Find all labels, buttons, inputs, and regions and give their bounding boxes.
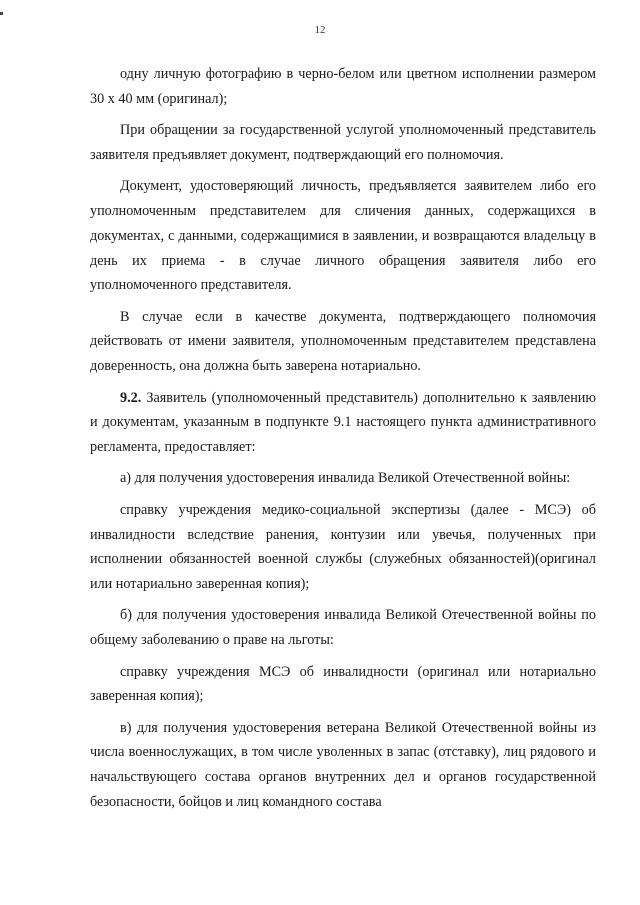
paragraph-item-v: в) для получения удостоверения ветерана Великой Отечественной войны из числа военнослужащих, в том числе уволенных в запас (отставку), лиц рядового и начальствующего состава органов внутренних дел и органов государственной безопасности, бойцов и лиц командного состава	[90, 719, 596, 811]
page-number: 12	[314, 24, 326, 36]
scan-edge-mark	[0, 12, 3, 15]
document-body	[90, 62, 596, 821]
paragraph-9-2	[90, 386, 596, 460]
clause-number: 9.2.	[120, 389, 142, 406]
paragraph-photo: одну личную фотографию в черно-белом или цветном исполнении размером 30 х 40 мм (оригинал);	[90, 66, 596, 107]
paragraph-item-b: б) для получения удостоверения инвалида Великой Отечественной войны по общему заболеванию о праве на льготы:	[90, 607, 596, 649]
paragraph-mse-disability: справку учреждения МСЭ об инвалидности (оригинал или нотариально заверенная копия);	[90, 663, 596, 705]
paragraph-power-of-attorney: В случае если в качестве документа, подтверждающего полномочия действовать от имени заявителя, уполномоченным представителем представлена доверенность, она должна быть заверена нотариально.	[90, 308, 596, 375]
paragraph-representative: При обращении за государственной услугой уполномоченный представитель заявителя предъявляет документ, подтверждающий его полномочия.	[90, 122, 596, 163]
paragraph-item-a: а) для получения удостоверения инвалида Великой Отечественной войны:	[120, 470, 571, 487]
paragraph-mse-certificate: справку учреждения медико-социальной экспертизы (далее - МСЭ) об инвалидности вследствие ранения, контузии или увечья, полученных при исполнении обязанностей военной службы (служебных обязанностей)(оригинал или нотариально заверенная копия);	[90, 501, 596, 593]
clause-text: Заявитель (уполномоченный представитель) дополнительно к заявлению и документам, указанным в подпункте 9.1 настоящего пункта административного регламента, предоставляет:	[90, 389, 596, 456]
paragraph-identity-document: Документ, удостоверяющий личность, предъявляется заявителем либо его уполномоченным представителем для сличения данных, содержащихся в документах, с данными, содержащимися в заявлении, и возвращаются владельцу в день их приема - в случае личного обращения заявителя либо его уполномоченного представителя.	[90, 178, 596, 294]
